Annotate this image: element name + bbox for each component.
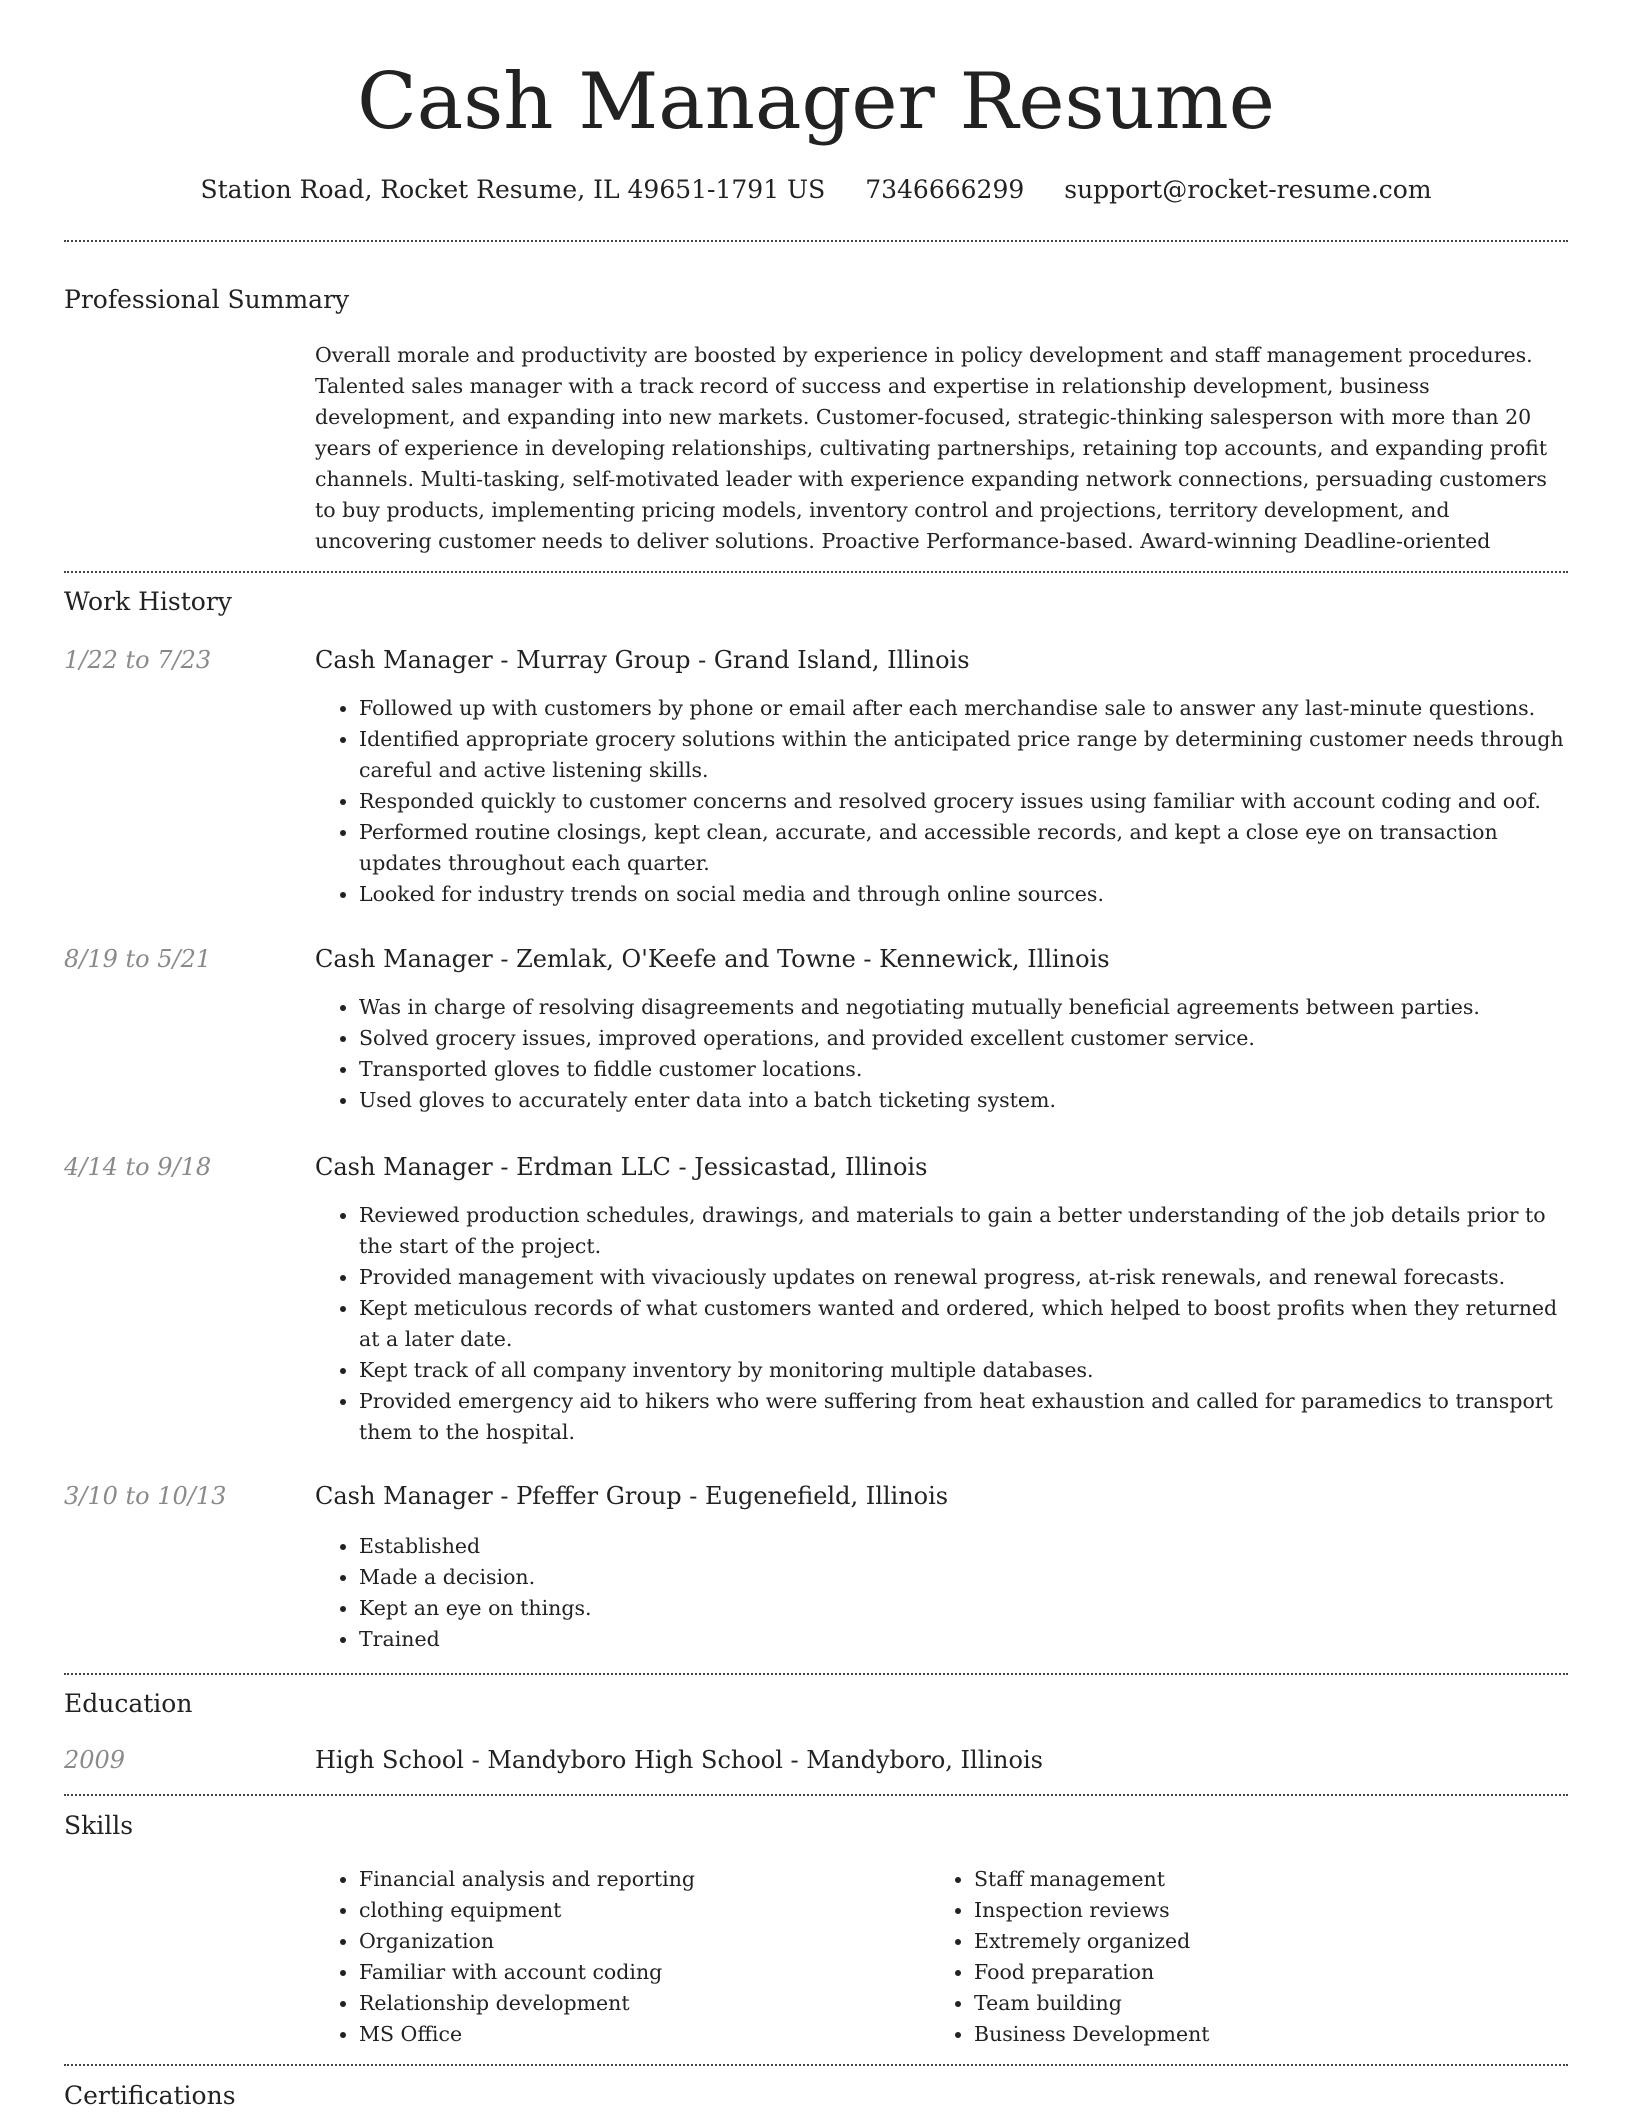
job-title: Cash Manager - Murray Group - Grand Island, Illinois: [315, 646, 970, 674]
list-item: • Kept meticulous records of what customers wanted and ordered, which helped to boost profits when they returned at a later date.: [359, 1293, 1568, 1355]
list-item: • Followed up with customers by phone or email after each merchandise sale to answer any last-minute questions.: [359, 693, 1568, 724]
job-bullets: [315, 992, 1568, 1116]
job-dates: 4/14 to 9/18: [64, 1153, 212, 1181]
summary-heading: Professional Summary: [64, 285, 350, 314]
list-item: • Established: [359, 1531, 1568, 1562]
list-item: • Transported gloves to fiddle customer locations.: [359, 1054, 1568, 1085]
list-item: • Team building: [974, 1988, 1574, 2019]
resume-title: Cash Manager Resume: [357, 57, 1275, 147]
list-item: • Responded quickly to customer concerns and resolved grocery issues using familiar with account coding and oof.: [359, 786, 1568, 817]
list-item: • Made a decision.: [359, 1562, 1568, 1593]
divider: [64, 2064, 1568, 2066]
list-item: • Trained: [359, 1624, 1568, 1655]
job-dates: 1/22 to 7/23: [64, 646, 212, 674]
divider: [64, 571, 1568, 573]
education-heading: Education: [64, 1689, 193, 1718]
list-item: • Looked for industry trends on social media and through online sources.: [359, 879, 1568, 910]
list-item: • Provided emergency aid to hikers who were suffering from heat exhaustion and called for paramedics to transport them to the hospital.: [359, 1386, 1568, 1448]
list-item: • Used gloves to accurately enter data into a batch ticketing system.: [359, 1085, 1568, 1116]
list-item: • Kept track of all company inventory by monitoring multiple databases.: [359, 1355, 1568, 1386]
job-title: Cash Manager - Erdman LLC - Jessicastad, Illinois: [315, 1153, 928, 1181]
job-dates: 3/10 to 10/13: [64, 1482, 227, 1510]
list-item: • Familiar with account coding: [359, 1957, 919, 1988]
address-text: Station Road, Rocket Resume, IL 49651-1791 US: [200, 175, 826, 204]
list-item: • Kept an eye on things.: [359, 1593, 1568, 1624]
contact-line: [0, 170, 1632, 210]
list-item: • MS Office: [359, 2019, 919, 2050]
job-bullets: [315, 1200, 1568, 1448]
certifications-heading: Certifications: [64, 2081, 236, 2110]
divider: [64, 1673, 1568, 1675]
list-item: • Organization: [359, 1926, 919, 1957]
skills-list-left: [315, 1864, 919, 2050]
skills-heading: Skills: [64, 1811, 134, 1840]
list-item: • Financial analysis and reporting: [359, 1864, 919, 1895]
list-item: • Was in charge of resolving disagreements and negotiating mutually beneficial agreements between parties.: [359, 992, 1568, 1023]
job-bullets: [315, 693, 1568, 910]
list-item: • Reviewed production schedules, drawings, and materials to gain a better understanding of the job details prior to the start of the project.: [359, 1200, 1568, 1262]
list-item: • Food preparation: [974, 1957, 1574, 1988]
list-item: • Performed routine closings, kept clean, accurate, and accessible records, and kept a close eye on transaction updates throughout each quarter.: [359, 817, 1568, 879]
job-dates: 8/19 to 5/21: [64, 945, 212, 973]
list-item: • Identified appropriate grocery solutions within the anticipated price range by determining customer needs through careful and active listening skills.: [359, 724, 1568, 786]
work-history-heading: Work History: [64, 587, 232, 616]
list-item: • Staff management: [974, 1864, 1574, 1895]
list-item: • Provided management with vivaciously updates on renewal progress, at-risk renewals, and renewal forecasts.: [359, 1262, 1568, 1293]
list-item: • Extremely organized: [974, 1926, 1574, 1957]
job-title: Cash Manager - Pfeffer Group - Eugenefield, Illinois: [315, 1482, 949, 1510]
summary-text: Overall morale and productivity are boosted by experience in policy development and staff management procedures. Talented sales manager with a track record of success and expertise in relationship development, business development, and expanding into new markets. Customer-focused, strategic-thinking salesperson with more than 20 years of experience in developing relationships, cultivating partnerships, retaining top accounts, and expanding profit channels. Multi-tasking, self-motivated leader with experience expanding network connections, persuading customers to buy products, implementing pricing models, inventory control and projections, territory development, and uncovering customer needs to deliver solutions. Proactive Performance-based. Award-winning Deadline-oriented: [315, 343, 1548, 553]
education-year: 2009: [64, 1746, 126, 1774]
email-text: support@rocket-resume.com: [1064, 175, 1432, 204]
phone-text: 7346666299: [865, 175, 1025, 204]
list-item: • Inspection reviews: [974, 1895, 1574, 1926]
divider: [64, 240, 1568, 242]
divider: [64, 1794, 1568, 1796]
education-title: High School - Mandyboro High School - Mandyboro, Illinois: [315, 1746, 1043, 1774]
job-bullets: [315, 1531, 1568, 1655]
skills-list-right: [930, 1864, 1574, 2050]
list-item: • Solved grocery issues, improved operations, and provided excellent customer service.: [359, 1023, 1568, 1054]
list-item: • clothing equipment: [359, 1895, 919, 1926]
list-item: • Relationship development: [359, 1988, 919, 2019]
list-item: • Business Development: [974, 2019, 1574, 2050]
job-title: Cash Manager - Zemlak, O'Keefe and Towne - Kennewick, Illinois: [315, 945, 1110, 973]
